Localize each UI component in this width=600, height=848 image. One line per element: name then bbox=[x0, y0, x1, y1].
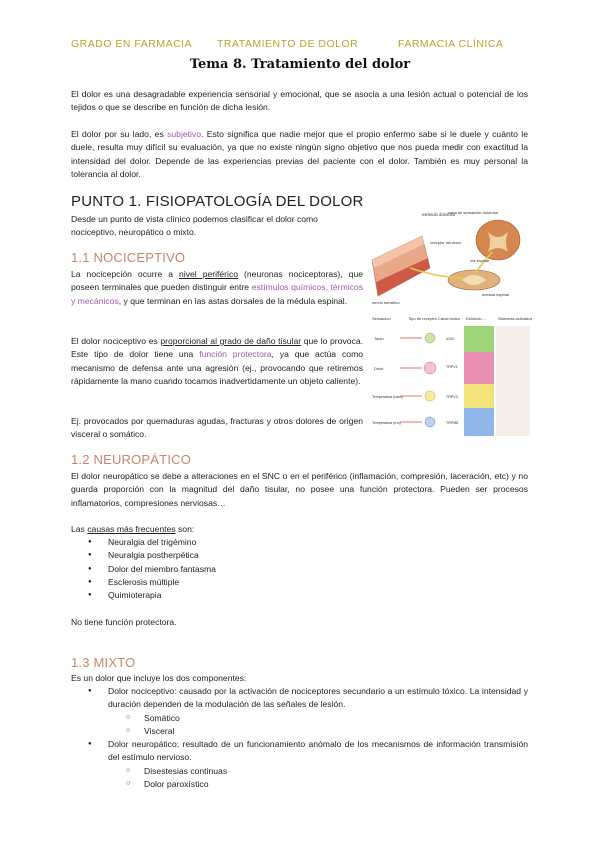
label-receptor: receptor nervioso bbox=[430, 240, 461, 245]
list-item: ● Dolor del miembro fantasma bbox=[71, 563, 528, 576]
sub-list-item: ○ Visceral bbox=[71, 725, 528, 738]
mixto-list bbox=[71, 685, 528, 791]
band-green bbox=[464, 326, 494, 352]
list-item: ● Dolor neuropático; resultado de un funcionamiento anómalo de los mecanismos de información transmisión del estímulo nervioso. bbox=[71, 738, 528, 765]
list-item: ● Neuralgia del trigémino bbox=[71, 536, 528, 549]
text-run: Las bbox=[71, 524, 88, 534]
nociceptivo-paragraph-2 bbox=[71, 335, 363, 388]
receptor-icon bbox=[424, 362, 436, 374]
nociceptivo-paragraph-1 bbox=[71, 268, 363, 308]
text-run: El dolor nociceptivo es bbox=[71, 336, 161, 346]
punto1-text: Desde un punto de vista clínico podemos clasificar el dolor como nociceptivo, neuropático o mixto. bbox=[71, 214, 318, 238]
neuropatico-no-function: No tiene función protectora. bbox=[71, 617, 177, 627]
highlight-funcion-protectora: función protectora bbox=[199, 349, 272, 360]
text-run: . Esto significa que nadie mejor que el propio enfermo sabe si le duele y cuánto le duele, resulta muy difícil su evaluación, ya que no existe ningún signo objetivo que nos pueda medir con exactitud la intensidad del dolor. Depende de las experiencias previas del paciente con el dolor. También es muy personal la tolerancia al dolor. bbox=[71, 129, 528, 179]
intro-paragraph-1: El dolor es una desagradable experiencia sensorial y emocional, que se asocia a una lesión actual o potencial de los tejidos o que se describe en función de dicha lesión. bbox=[71, 89, 528, 113]
label-zona: zona de sensación dolorosa bbox=[448, 210, 498, 215]
text-run: , ya que actúa como mecanismo de defensa ante una agresión (ej., provocando que retiremos rápidamente la mano cuando tocamos inadvertidamente un objeto caliente). bbox=[71, 349, 364, 386]
row-label: Dolor bbox=[374, 366, 384, 371]
highlight-estimulos: estímulos químicos, térmicos y mecánicos bbox=[71, 282, 364, 306]
receptor-table bbox=[372, 316, 532, 436]
col-header: Sensación bbox=[372, 316, 391, 321]
channel-label: TRPV1 bbox=[446, 365, 458, 369]
list-item: ● Dolor nociceptivo: causado por la activación de nociceptores secundario a un estímulo tóxico. La intensidad y duración dependen de la modulación de las señales de lesión. bbox=[71, 685, 528, 712]
underline-proporcional: proporcional al grado de daño tisular bbox=[160, 336, 302, 346]
section-heading-nociceptivo: 1.1 NOCICEPTIVO bbox=[71, 250, 186, 265]
neuropatico-causes-intro bbox=[71, 523, 528, 536]
text-run: La nocicepción ocurre a bbox=[71, 269, 180, 279]
col-header: Tipo de receptor bbox=[408, 316, 437, 321]
col-header: Canal iónico bbox=[438, 316, 461, 321]
text-run: , y que terminan en las astas dorsales de la médula espinal. bbox=[118, 295, 348, 306]
header-subject: FARMACIA CLÍNICA bbox=[398, 38, 504, 50]
channel-label: TRPV3 bbox=[446, 395, 458, 399]
label-medula: médula espinal bbox=[482, 292, 509, 297]
underline-causas: causas más frecuentes bbox=[87, 524, 176, 534]
sub-list-item: ○ Somático bbox=[71, 712, 528, 725]
page-title: Tema 8. Tratamiento del dolor bbox=[189, 57, 411, 72]
receptor-icon bbox=[425, 417, 435, 427]
nociceptivo-paragraph-3: Ej. provocados por quemaduras agudas, fracturas y otros dolores de origen visceral o somático. bbox=[71, 416, 363, 440]
header-topic: TRATAMIENTO DE DOLOR bbox=[217, 38, 359, 50]
neuropatico-paragraph-1: El dolor neuropático se debe a alteraciones en el SNC o en el periférico (inflamación, compresión, laceración, etc) y no guarda proporción con la magnitud del daño tisular, no posee una función protectora. Pueden ser procesos inflamatorios, compresiones nerviosas… bbox=[71, 471, 528, 508]
mixto-intro: Es un dolor que incluye los dos componentes: bbox=[71, 673, 247, 683]
band-blue bbox=[464, 408, 494, 436]
pain-pathway-figure bbox=[370, 208, 532, 442]
channel-label: TRPM8 bbox=[446, 421, 459, 425]
text-run: son: bbox=[175, 524, 195, 534]
causes-list bbox=[71, 536, 528, 602]
section-heading-punto1: PUNTO 1. FISIOPATOLOGÍA DEL DOLOR bbox=[71, 193, 364, 210]
text-run: El dolor por su lado, es bbox=[71, 129, 168, 139]
header-course: GRADO EN FARMACIA bbox=[71, 38, 193, 50]
label-via: vía espinal bbox=[470, 258, 490, 263]
row-label: Temperatura (frío) bbox=[372, 421, 401, 425]
intro-paragraph-2 bbox=[71, 128, 528, 181]
list-item: ● Neuralgia postherpética bbox=[71, 549, 528, 562]
label-nervio: nervio sensitivo bbox=[372, 300, 400, 305]
col-header: Estímulo ... bbox=[466, 316, 487, 321]
section-heading-mixto: 1.3 MIXTO bbox=[71, 655, 136, 670]
band-yellow bbox=[464, 384, 494, 408]
list-item: ● Quimioterapia bbox=[71, 589, 528, 602]
text-run: (neuronas nociceptoras), que poseen terminales que pueden distinguir entre bbox=[71, 269, 364, 293]
list-item: ● Esclerosis múltiple bbox=[71, 576, 528, 589]
band-pink bbox=[464, 352, 494, 384]
row-label: Temperatura (calor) bbox=[372, 395, 404, 399]
sub-list-item: ○ Disestesias continuas bbox=[71, 765, 528, 778]
underline-nivel-periferico: nivel periférico bbox=[179, 269, 239, 279]
receptor-icon bbox=[425, 333, 435, 343]
row-label: Tacto bbox=[374, 336, 384, 341]
pain-pathway-illustration bbox=[370, 208, 532, 442]
section-heading-neuropatico: 1.2 NEUROPÁTICO bbox=[71, 452, 192, 467]
text-run: que lo provoca. Este tipo de dolor tiene una bbox=[71, 336, 363, 360]
sub-list-item: ○ Dolor paroxístico bbox=[71, 778, 528, 791]
channel-label: ASIC bbox=[446, 337, 455, 341]
highlight-subjetivo: subjetivo bbox=[167, 129, 202, 139]
col-header: Sistemas activados bbox=[498, 316, 532, 321]
label-estimulo: estímulo doloroso bbox=[422, 212, 456, 217]
receptor-icon bbox=[425, 391, 435, 401]
band-right bbox=[496, 326, 530, 436]
